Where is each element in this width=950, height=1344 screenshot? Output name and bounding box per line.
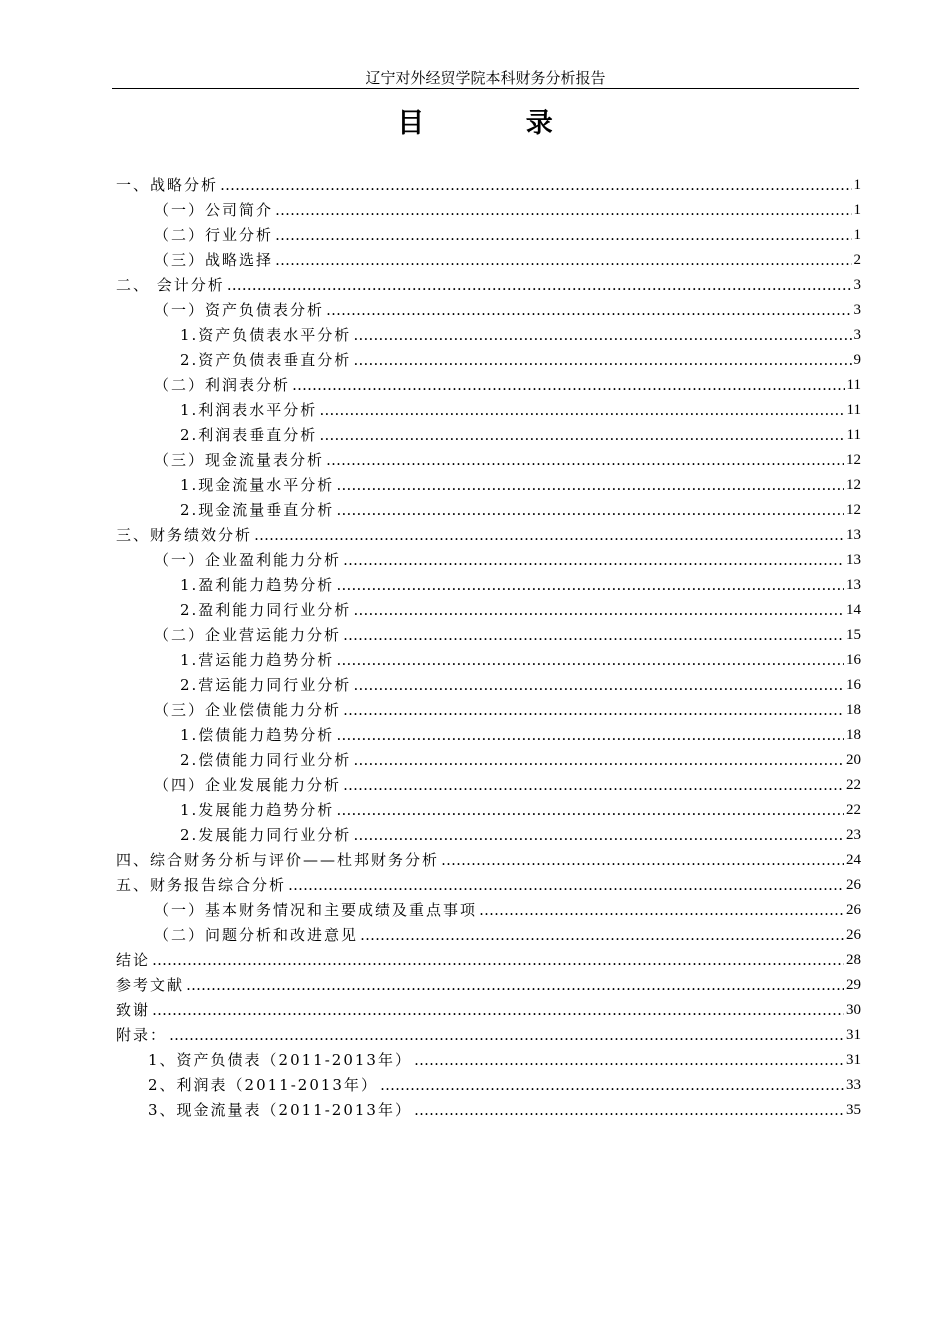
toc-entry-page-number: 13 (846, 527, 861, 543)
toc-entry[interactable] (116, 373, 861, 398)
toc-entry[interactable] (116, 673, 861, 698)
toc-dot-leader (220, 173, 851, 198)
toc-entry[interactable] (116, 523, 861, 548)
toc-entry-page-number: 1 (853, 202, 861, 218)
toc-entry-label: （三）战略选择 (154, 251, 274, 269)
toc-entry-label: 参考文献 (116, 976, 185, 994)
toc-entry-label: （二）行业分析 (154, 226, 274, 244)
toc-entry-page-number: 29 (846, 977, 861, 993)
toc-entry[interactable] (116, 198, 861, 223)
toc-entry-page-number: 30 (846, 1002, 861, 1018)
toc-entry-label: 3、现金流量表（2011-2013年） (148, 1101, 412, 1119)
toc-entry-page-number: 13 (846, 577, 861, 593)
toc-entry-label: 1.偿债能力趋势分析 (180, 726, 335, 744)
toc-dot-leader (186, 973, 844, 998)
toc-entry-page-number: 11 (846, 427, 861, 443)
toc-entry-page-number: 12 (846, 452, 861, 468)
toc-dot-leader (336, 473, 844, 498)
toc-entry[interactable] (116, 173, 861, 198)
toc-entry-page-number: 9 (853, 352, 861, 368)
table-of-contents (116, 173, 861, 1123)
toc-entry[interactable] (116, 598, 861, 623)
toc-entry-label: （一）基本财务情况和主要成绩及重点事项 (154, 901, 478, 919)
toc-dot-leader (275, 248, 851, 273)
toc-dot-leader (336, 498, 844, 523)
toc-entry-page-number: 1 (853, 227, 861, 243)
toc-entry[interactable] (116, 698, 861, 723)
toc-entry-label: 2.发展能力同行业分析 (180, 826, 352, 844)
toc-dot-leader (380, 1073, 844, 1098)
toc-entry-page-number: 20 (846, 752, 861, 768)
toc-entry-label: 1、资产负债表（2011-2013年） (148, 1051, 412, 1069)
toc-entry[interactable] (116, 873, 861, 898)
toc-entry-label: （一）资产负债表分析 (154, 301, 325, 319)
toc-entry[interactable] (116, 323, 861, 348)
toc-entry[interactable] (116, 348, 861, 373)
toc-entry[interactable] (116, 223, 861, 248)
toc-entry-page-number: 1 (853, 177, 861, 193)
toc-entry-label: （一）企业盈利能力分析 (154, 551, 342, 569)
toc-entry-label: 1.营运能力趋势分析 (180, 651, 335, 669)
toc-entry-label: 结论 (116, 951, 151, 969)
toc-entry-page-number: 18 (846, 727, 861, 743)
toc-dot-leader (326, 448, 844, 473)
toc-entry[interactable] (116, 573, 861, 598)
toc-dot-leader (353, 673, 844, 698)
toc-entry-page-number: 14 (846, 602, 861, 618)
toc-entry-label: （一）公司简介 (154, 201, 274, 219)
toc-entry-page-number: 22 (846, 802, 861, 818)
toc-entry-label: 1.利润表水平分析 (180, 401, 318, 419)
toc-entry[interactable] (116, 648, 861, 673)
toc-entry-label: 二、 会计分析 (116, 276, 225, 294)
toc-entry-page-number: 3 (853, 302, 861, 318)
toc-entry[interactable] (116, 298, 861, 323)
toc-entry-page-number: 16 (846, 677, 861, 693)
toc-dot-leader (292, 373, 845, 398)
toc-entry-label: 1.现金流量水平分析 (180, 476, 335, 494)
toc-entry-label: 1.盈利能力趋势分析 (180, 576, 335, 594)
toc-dot-leader (353, 748, 844, 773)
toc-entry-label: 2.资产负债表垂直分析 (180, 351, 352, 369)
toc-entry-page-number: 31 (846, 1052, 861, 1068)
toc-dot-leader (353, 598, 844, 623)
toc-entry[interactable] (116, 1098, 861, 1123)
toc-entry-page-number: 16 (846, 652, 861, 668)
toc-dot-leader (353, 823, 844, 848)
toc-dot-leader (336, 798, 844, 823)
toc-entry-page-number: 33 (846, 1077, 861, 1093)
toc-entry-page-number: 31 (846, 1027, 861, 1043)
toc-entry-label: （三）现金流量表分析 (154, 451, 325, 469)
toc-entry-page-number: 15 (846, 627, 861, 643)
toc-entry-label: 2、利润表（2011-2013年） (148, 1076, 378, 1094)
toc-entry[interactable] (116, 848, 861, 873)
toc-entry-label: （四）企业发展能力分析 (154, 776, 342, 794)
toc-entry-label: 2.利润表垂直分析 (180, 426, 318, 444)
toc-entry[interactable] (116, 248, 861, 273)
toc-dot-leader (169, 1023, 844, 1048)
toc-entry-label: （二）企业营运能力分析 (154, 626, 342, 644)
toc-entry-page-number: 22 (846, 777, 861, 793)
toc-entry-page-number: 35 (846, 1102, 861, 1118)
toc-dot-leader (360, 923, 844, 948)
toc-entry-page-number: 26 (846, 877, 861, 893)
toc-entry[interactable] (116, 473, 861, 498)
toc-entry-page-number: 12 (846, 477, 861, 493)
toc-entry[interactable] (116, 998, 861, 1023)
toc-entry-label: 2.偿债能力同行业分析 (180, 751, 352, 769)
toc-dot-leader (275, 223, 851, 248)
toc-entry[interactable] (116, 448, 861, 473)
toc-dot-leader (343, 623, 844, 648)
toc-entry[interactable] (116, 898, 861, 923)
page-header: 辽宁对外经贸学院本科财务分析报告 (112, 68, 859, 89)
toc-dot-leader (414, 1098, 844, 1123)
toc-entry-page-number: 3 (853, 277, 861, 293)
toc-entry[interactable] (116, 1048, 861, 1073)
toc-entry[interactable] (116, 823, 861, 848)
toc-entry-label: （二）问题分析和改进意见 (154, 926, 359, 944)
toc-entry-page-number: 11 (846, 377, 861, 393)
toc-entry-label: （三）企业偿债能力分析 (154, 701, 342, 719)
toc-entry[interactable] (116, 773, 861, 798)
toc-entry-label: 2.营运能力同行业分析 (180, 676, 352, 694)
toc-dot-leader (326, 298, 851, 323)
toc-entry-label: （二）利润表分析 (154, 376, 291, 394)
toc-dot-leader (343, 698, 844, 723)
toc-entry[interactable] (116, 923, 861, 948)
toc-dot-leader (336, 648, 844, 673)
toc-entry[interactable] (116, 423, 861, 448)
toc-dot-leader (275, 198, 851, 223)
toc-dot-leader (254, 523, 844, 548)
toc-dot-leader (343, 548, 844, 573)
toc-entry-label: 1.资产负债表水平分析 (180, 326, 352, 344)
toc-entry-page-number: 2 (853, 252, 861, 268)
toc-entry-page-number: 12 (846, 502, 861, 518)
toc-entry-label: 四、综合财务分析与评价——杜邦财务分析 (116, 851, 440, 869)
toc-dot-leader (288, 873, 844, 898)
toc-entry[interactable] (116, 1073, 861, 1098)
toc-entry-label: 一、战略分析 (116, 176, 219, 194)
toc-entry-label: 致谢 (116, 1001, 151, 1019)
toc-entry-page-number: 3 (853, 327, 861, 343)
toc-entry[interactable] (116, 398, 861, 423)
toc-dot-leader (414, 1048, 844, 1073)
toc-dot-leader (227, 273, 852, 298)
toc-entry[interactable] (116, 548, 861, 573)
toc-entry-label: 1.发展能力趋势分析 (180, 801, 335, 819)
toc-dot-leader (353, 323, 851, 348)
toc-dot-leader (152, 998, 844, 1023)
toc-entry[interactable] (116, 723, 861, 748)
toc-entry-page-number: 26 (846, 902, 861, 918)
toc-entry-page-number: 28 (846, 952, 861, 968)
toc-entry-page-number: 24 (846, 852, 861, 868)
toc-entry-label: 2.现金流量垂直分析 (180, 501, 335, 519)
toc-dot-leader (343, 773, 844, 798)
toc-entry-page-number: 13 (846, 552, 861, 568)
toc-dot-leader (336, 723, 844, 748)
toc-dot-leader (353, 348, 851, 373)
toc-entry[interactable] (116, 498, 861, 523)
toc-dot-leader (319, 423, 844, 448)
toc-entry-page-number: 11 (846, 402, 861, 418)
toc-entry[interactable] (116, 623, 861, 648)
toc-entry[interactable] (116, 973, 861, 998)
toc-dot-leader (152, 948, 844, 973)
toc-entry-label: 附录： (116, 1026, 168, 1044)
toc-dot-leader (441, 848, 844, 873)
toc-dot-leader (336, 573, 844, 598)
toc-entry-label: 三、财务绩效分析 (116, 526, 253, 544)
toc-entry[interactable] (116, 273, 861, 298)
toc-entry[interactable] (116, 748, 861, 773)
toc-title: 目 录 (397, 108, 599, 139)
toc-entry-page-number: 26 (846, 927, 861, 943)
toc-dot-leader (319, 398, 844, 423)
toc-entry-page-number: 23 (846, 827, 861, 843)
toc-entry-label: 2.盈利能力同行业分析 (180, 601, 352, 619)
toc-entry-page-number: 18 (846, 702, 861, 718)
toc-entry[interactable] (116, 1023, 861, 1048)
toc-entry[interactable] (116, 798, 861, 823)
toc-entry[interactable] (116, 948, 861, 973)
toc-entry-label: 五、财务报告综合分析 (116, 876, 287, 894)
toc-dot-leader (479, 898, 844, 923)
